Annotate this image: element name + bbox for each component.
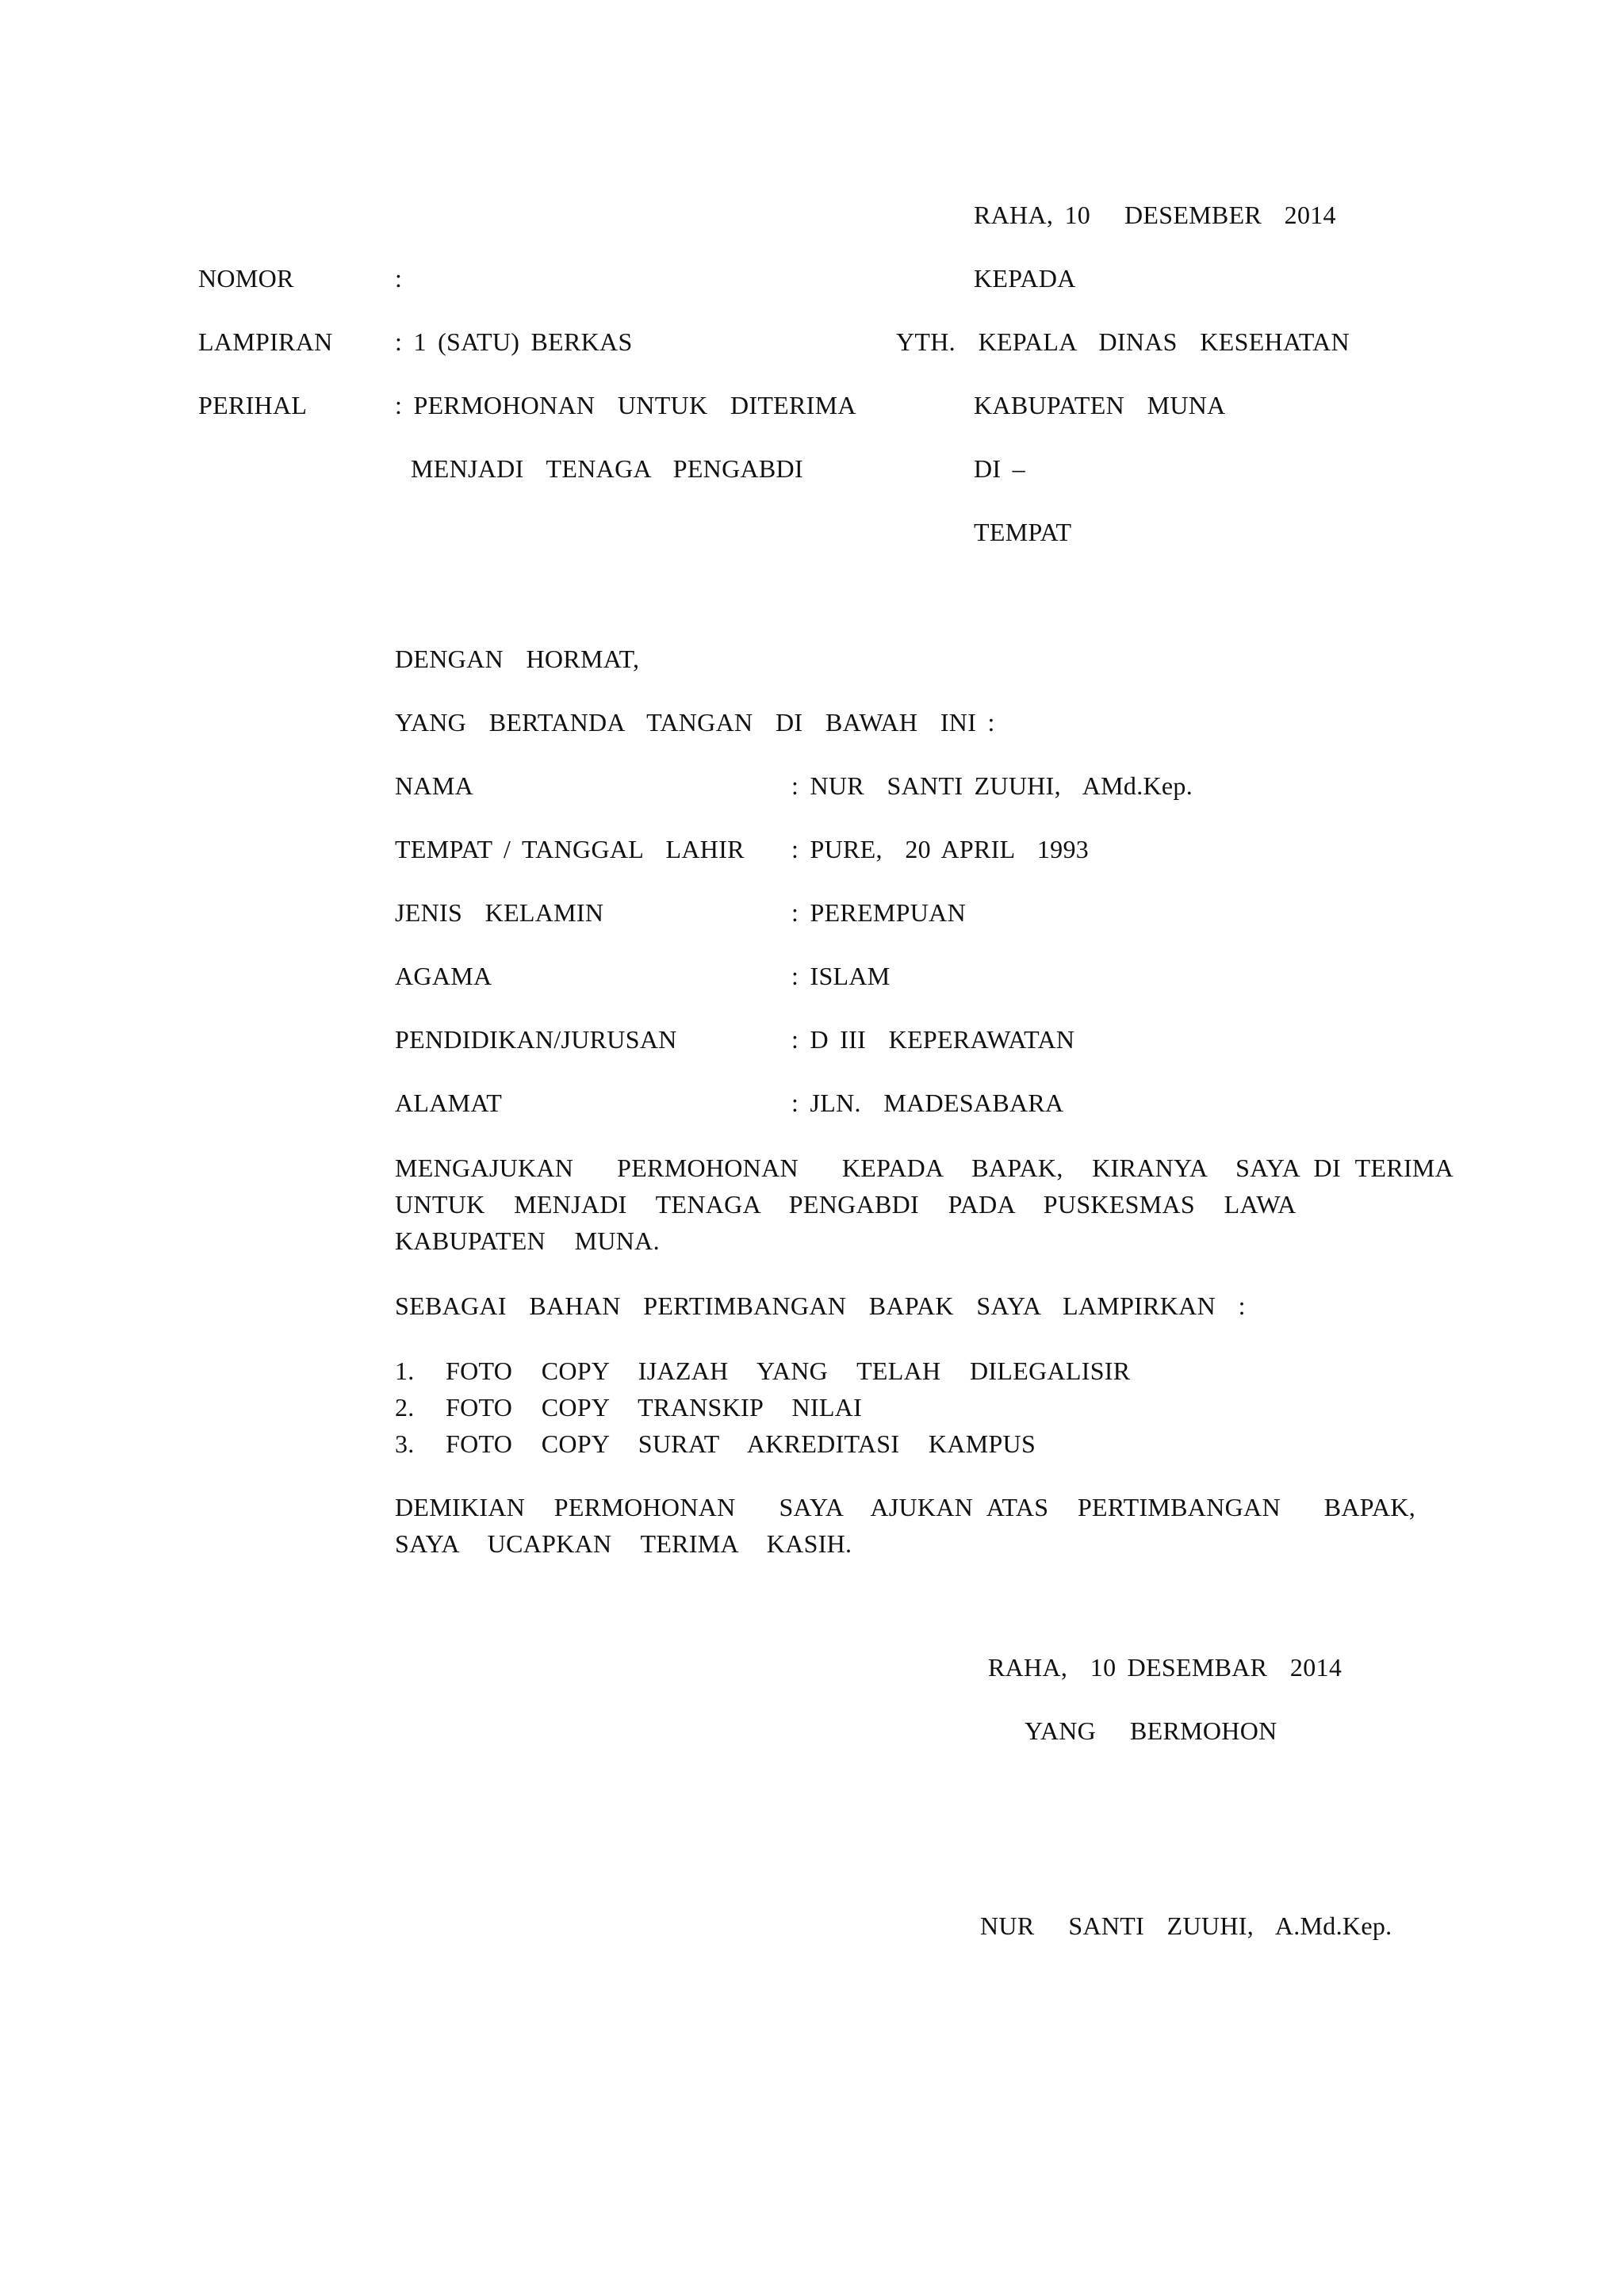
perihal-value-line-2: MENJADI TENAGA PENGABDI xyxy=(411,454,803,483)
lampiran-value: : 1 (SATU) BERKAS xyxy=(395,327,633,356)
recipient-di: DI – xyxy=(974,454,1025,483)
closing-paragraph xyxy=(395,1489,1416,1562)
perihal-label: PERIHAL xyxy=(198,391,308,419)
letter-date: RAHA, 10 DESEMBER 2014 xyxy=(974,201,1336,229)
signature-date: RAHA, 10 DESEMBAR 2014 xyxy=(988,1653,1342,1682)
nomor-value: : xyxy=(395,264,403,293)
recipient-kabupaten: KABUPATEN MUNA xyxy=(974,391,1226,419)
field-value-pendidikan: : D III KEPERAWATAN xyxy=(791,1025,1075,1054)
request-line: KABUPATEN MUNA. xyxy=(395,1226,660,1255)
field-label-ttl: TEMPAT / TANGGAL LAHIR xyxy=(395,835,745,863)
list-item-number: 1. xyxy=(395,1357,415,1385)
closing-line: SAYA UCAPKAN TERIMA KASIH. xyxy=(395,1529,852,1558)
list-item-text: FOTO COPY TRANSKIP NILAI xyxy=(446,1393,863,1422)
attachments-list xyxy=(395,1353,1130,1462)
list-item-number: 2. xyxy=(395,1393,415,1422)
recipient-yth: YTH. KEPALA DINAS KESEHATAN xyxy=(896,327,1350,356)
list-item-text: FOTO COPY SURAT AKREDITASI KAMPUS xyxy=(446,1429,1036,1458)
field-value-jenis-kelamin: : PEREMPUAN xyxy=(791,898,967,927)
field-label-pendidikan: PENDIDIKAN/JURUSAN xyxy=(395,1025,677,1054)
recipient-tempat: TEMPAT xyxy=(974,518,1072,546)
lampiran-label: LAMPIRAN xyxy=(198,327,333,356)
list-item xyxy=(395,1353,1130,1389)
list-item-text: FOTO COPY IJAZAH YANG TELAH DILEGALISIR xyxy=(446,1357,1131,1385)
salutation: DENGAN HORMAT, xyxy=(395,645,640,673)
field-label-agama: AGAMA xyxy=(395,962,492,990)
signature-role: YANG BERMOHON xyxy=(1025,1716,1277,1745)
request-line: MENGAJUKAN PERMOHONAN KEPADA BAPAK, KIRANYA SAYA DI TERIMA xyxy=(395,1154,1454,1182)
field-value-agama: : ISLAM xyxy=(791,962,891,990)
field-value-nama: : NUR SANTI ZUUHI, AMd.Kep. xyxy=(791,771,1193,800)
closing-line: DEMIKIAN PERMOHONAN SAYA AJUKAN ATAS PERTIMBANGAN BAPAK, xyxy=(395,1493,1416,1521)
nomor-label: NOMOR xyxy=(198,264,294,293)
field-label-alamat: ALAMAT xyxy=(395,1089,503,1117)
list-item xyxy=(395,1425,1130,1462)
recipient-kepada: KEPADA xyxy=(974,264,1076,293)
field-label-jenis-kelamin: JENIS KELAMIN xyxy=(395,898,604,927)
request-line: UNTUK MENJADI TENAGA PENGABDI PADA PUSKESMAS LAWA xyxy=(395,1190,1297,1219)
list-item xyxy=(395,1389,1130,1425)
attachments-intro: SEBAGAI BAHAN PERTIMBANGAN BAPAK SAYA LAMPIRKAN : xyxy=(395,1292,1246,1320)
field-value-alamat: : JLN. MADESABARA xyxy=(791,1089,1064,1117)
request-paragraph xyxy=(395,1150,1454,1259)
field-value-ttl: : PURE, 20 APRIL 1993 xyxy=(791,835,1090,863)
intro-line: YANG BERTANDA TANGAN DI BAWAH INI : xyxy=(395,708,995,737)
field-label-nama: NAMA xyxy=(395,771,473,800)
list-item-number: 3. xyxy=(395,1429,415,1458)
perihal-value-line-1: : PERMOHONAN UNTUK DITERIMA xyxy=(395,391,856,419)
signature-name: NUR SANTI ZUUHI, A.Md.Kep. xyxy=(980,1911,1392,1940)
